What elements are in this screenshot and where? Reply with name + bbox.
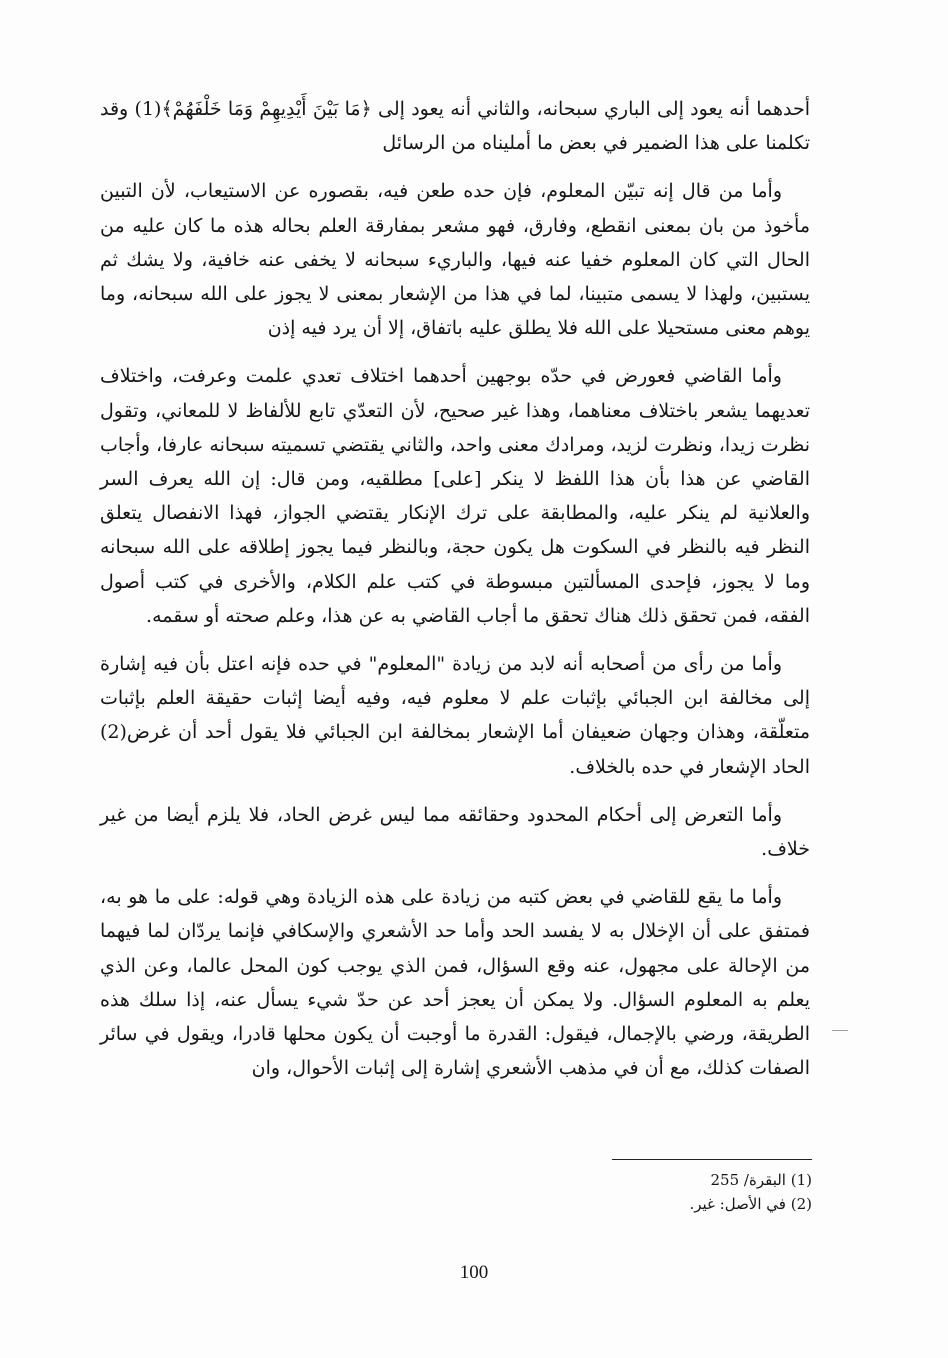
footnote-divider	[612, 1159, 812, 1160]
margin-mark	[832, 1030, 848, 1031]
page-number: 100	[459, 1262, 489, 1283]
paragraph-6: وأما ما يقع للقاضي في بعض كتبه من زيادة على هذه الزيادة وهي قوله: على ما هو به، فمتفق على أن الإخلال به لا يفسد الحد وأما حد الأشعري والإسكافي فإنما يردّان لما فيهما من الإحالة على مجهول، عنه وقع السؤال، فمن الذي يوجب كون المحل عالما، وعن الذي يعلم به المعلوم السؤال. ولا يمكن أن يعجز أحد عن حدّ شيء يسأل عنه، إذا سلك هذه الطريقة، ورضي بالإجمال، فيقول: القدرة ما أوجبت أن يكون محلها قادرا، ويقول في سائر الصفات كذلك، مع أن في مذهب الأشعري إشارة إلى إثبات الأحوال، وان	[100, 886, 810, 1080]
paragraph-1: أحدهما أنه يعود إلى الباري سبحانه، والثاني أنه يعود إلى ﴿مَا بَيْنَ أَيْدِيهِمْ وَمَا خَلْفَهُمْ﴾(1) وقد تكلمنا على هذا الضمير في بعض ما أمليناه من الرسائل	[100, 98, 811, 155]
paragraph-3: وأما القاضي فعورض في حدّه بوجهين أحدهما اختلاف تعدي علمت وعرفت، واختلاف تعديهما يشعر باختلاف معناهما، وهذا غير صحيح، لأن التعدّي تابع للألفاظ لا للمعاني، وتقول نظرت زيدا، ونظرت لزيد، ومرادك معنى واحد، والثاني يقتضي تسميته سبحانه عارفا، وأجاب القاضي عن هذا بأن هذا اللفظ لا ينكر [على] مطلقيه، ومن قال: إن الله يعرف السر والعلانية لم ينكر عليه، والمطابقة على ترك الإنكار يقتضي الجواز، فهذا الانفصال يتعلق النظر فيه بالنظر في السكوت هل يكون حجة، وبالنظر فيما يجوز إطلاقه على الله سبحانه وما لا يجوز، فإحدى المسألتين مبسوطة في كتب علم الكلام، والأخرى في كتب أصول الفقه، فمن تحقق ذلك هناك تحقق ما أجاب القاضي به عن هذا، وعلم صحته أو سقمه.	[100, 365, 810, 627]
paragraph-5: وأما التعرض إلى أحكام المحدود وحقائقه مما ليس غرض الحاد، فلا يلزم أيضا من غير خلاف.	[100, 803, 810, 861]
paragraph-2: وأما من قال إنه تبيّن المعلوم، فإن حده طعن فيه، بقصوره عن الاستيعاب، لأن التبين مأخوذ من بان بمعنى انقطع، وفارق، فهو مشعر بمفارقة العلم بحاله هذه ما كان عليه من الحال التي كان المعلوم خفيا عنه فيها، والباريء سبحانه لا يخفى عنه خافية، ولا يشك ثم يستبين، ولهذا لا يسمى متبينا، لما في هذا من الإشعار بمعنى لا يجوز على الله سبحانه، وما يوهم معنى مستحيلا على الله فلا يطلق عليه باتفاق، إلا أن يرد فيه إذن	[100, 180, 810, 340]
footnote-1: (1) البقرة/ 255	[710, 1171, 812, 1189]
footnotes	[500, 1168, 812, 1216]
body-text	[100, 92, 810, 1099]
footnote-2: (2) في الأصل: غير.	[689, 1195, 812, 1213]
paragraph-4: وأما من رأى من أصحابه أنه لابد من زيادة "المعلوم" في حده فإنه اعتل بأن فيه إشارة إلى مخالفة ابن الجبائي بإثبات علم لا معلوم فيه، وفيه أيضا إثبات حقيقة العلم بإثبات متعلّقة، وهذان وجهان ضعيفان أما الإشعار بمخالفة ابن الجبائي فلا يقول أحد أن غرض(2) الحاد الإشعار في حده بالخلاف.	[100, 653, 810, 778]
